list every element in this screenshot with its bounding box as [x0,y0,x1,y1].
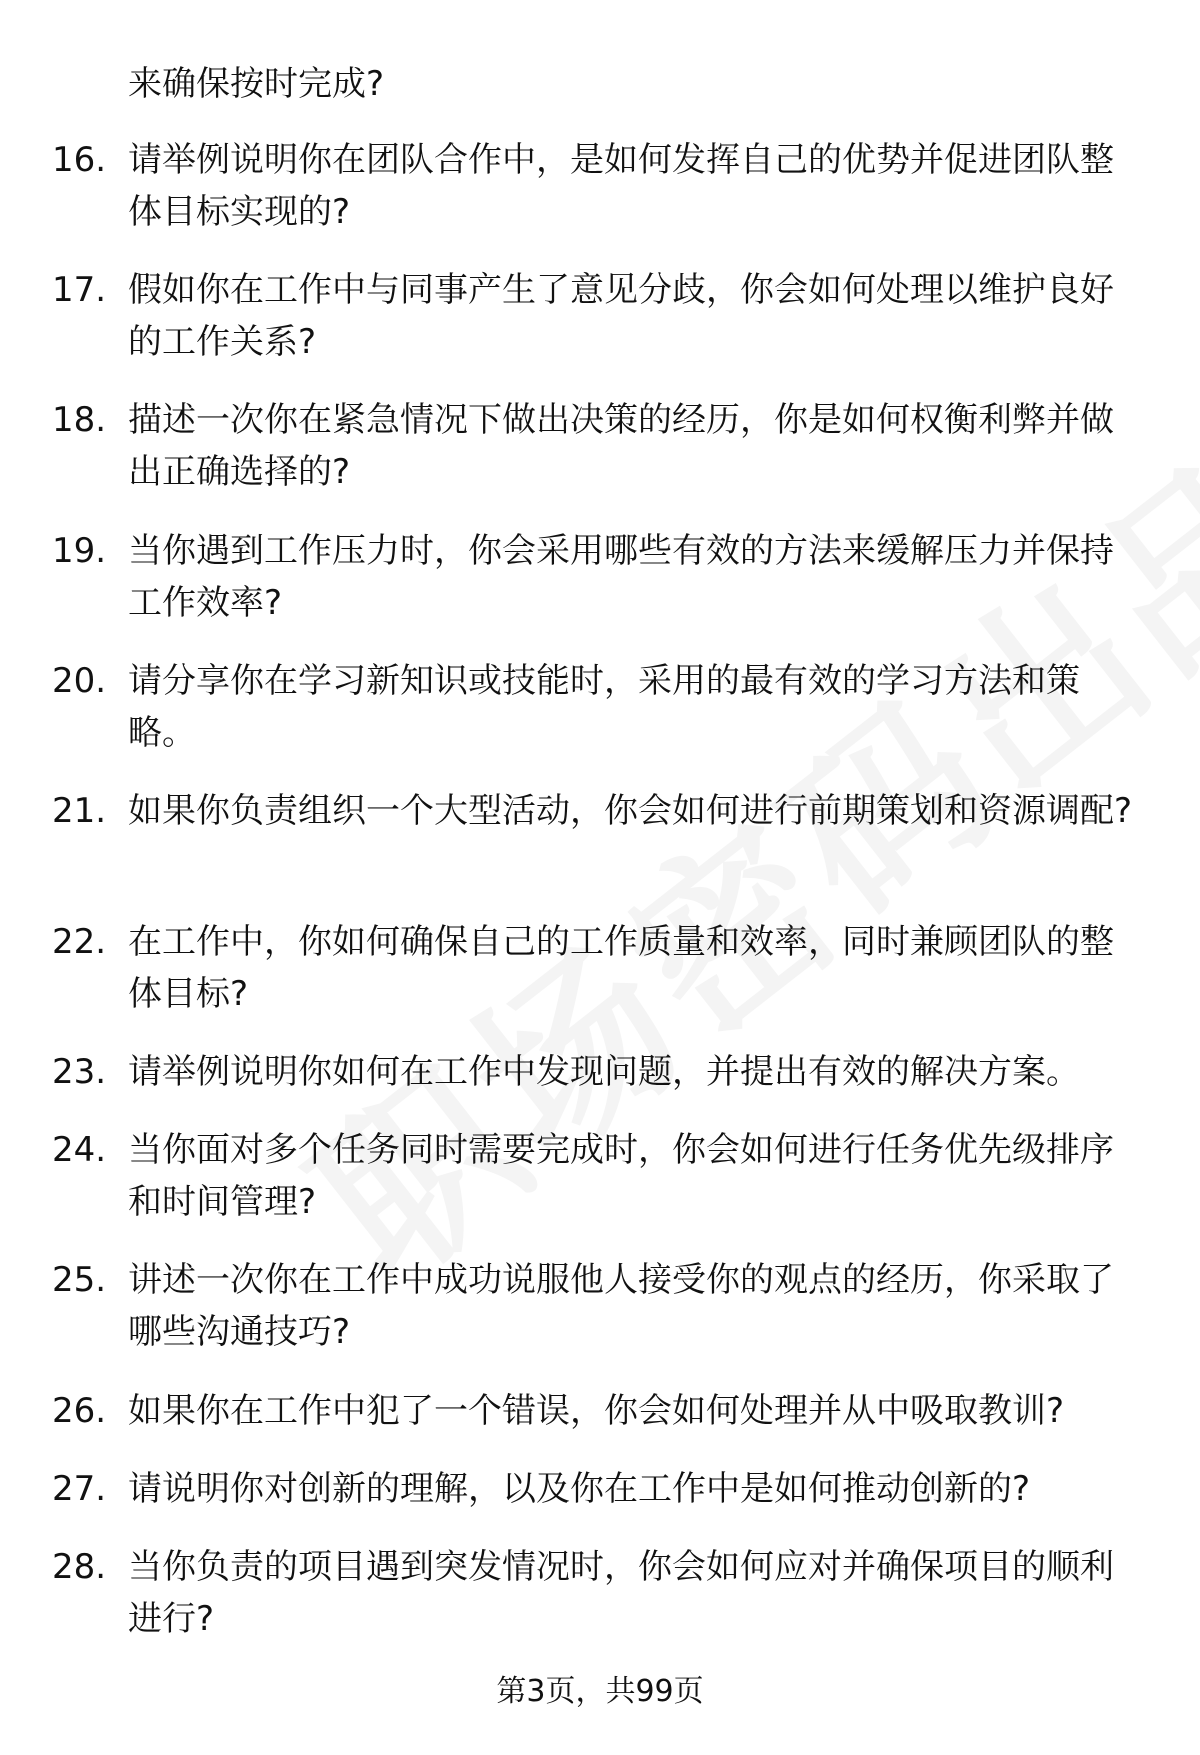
item-number: 18. [52,400,107,440]
item-number: 20. [52,661,107,701]
item-number: 16. [52,140,107,180]
item-text: 请分享你在学习新知识或技能时，采用的最有效的学习方法和策略。 [128,661,1080,753]
item-number: 22. [52,922,107,962]
item-text: 当你遇到工作压力时，你会采用哪些有效的方法来缓解压力并保持工作效率? [128,531,1114,623]
item-text: 当你面对多个任务同时需要完成时，你会如何进行任务优先级排序和时间管理? [128,1130,1114,1222]
item-number: 19. [52,531,107,571]
item-text: 讲述一次你在工作中成功说服他人接受你的观点的经历，你采取了哪些沟通技巧? [128,1260,1114,1352]
item-text: 如果你在工作中犯了一个错误，你会如何处理并从中吸取教训? [128,1391,1065,1431]
item-text: 描述一次你在紧急情况下做出决策的经历，你是如何权衡利弊并做出正确选择的? [128,400,1114,492]
item-text: 请举例说明你如何在工作中发现问题，并提出有效的解决方案。 [128,1052,1080,1092]
item-number: 23. [52,1052,107,1092]
item-number: 24. [52,1130,107,1170]
item-number: 26. [52,1391,107,1431]
item-number: 17. [52,270,107,310]
item-text: 在工作中，你如何确保自己的工作质量和效率，同时兼顾团队的整体目标? [128,922,1114,1014]
item-number: 25. [52,1260,107,1300]
item-text: 当你负责的项目遇到突发情况时，你会如何应对并确保项目的顺利进行? [128,1547,1114,1639]
item-number: 21. [52,791,107,831]
item-text: 如果你负责组织一个大型活动，你会如何进行前期策划和资源调配? [128,791,1133,831]
carry-over-text: 来确保按时完成? [128,64,385,104]
item-number: 27. [52,1469,107,1509]
item-text: 请举例说明你在团队合作中，是如何发挥自己的优势并促进团队整体目标实现的? [128,140,1114,232]
page-footer: 第3页，共99页 [496,1674,704,1709]
item-text: 假如你在工作中与同事产生了意见分歧，你会如何处理以维护良好的工作关系? [128,270,1114,362]
item-text: 请说明你对创新的理解，以及你在工作中是如何推动创新的? [128,1469,1031,1509]
item-number: 28. [52,1547,107,1587]
